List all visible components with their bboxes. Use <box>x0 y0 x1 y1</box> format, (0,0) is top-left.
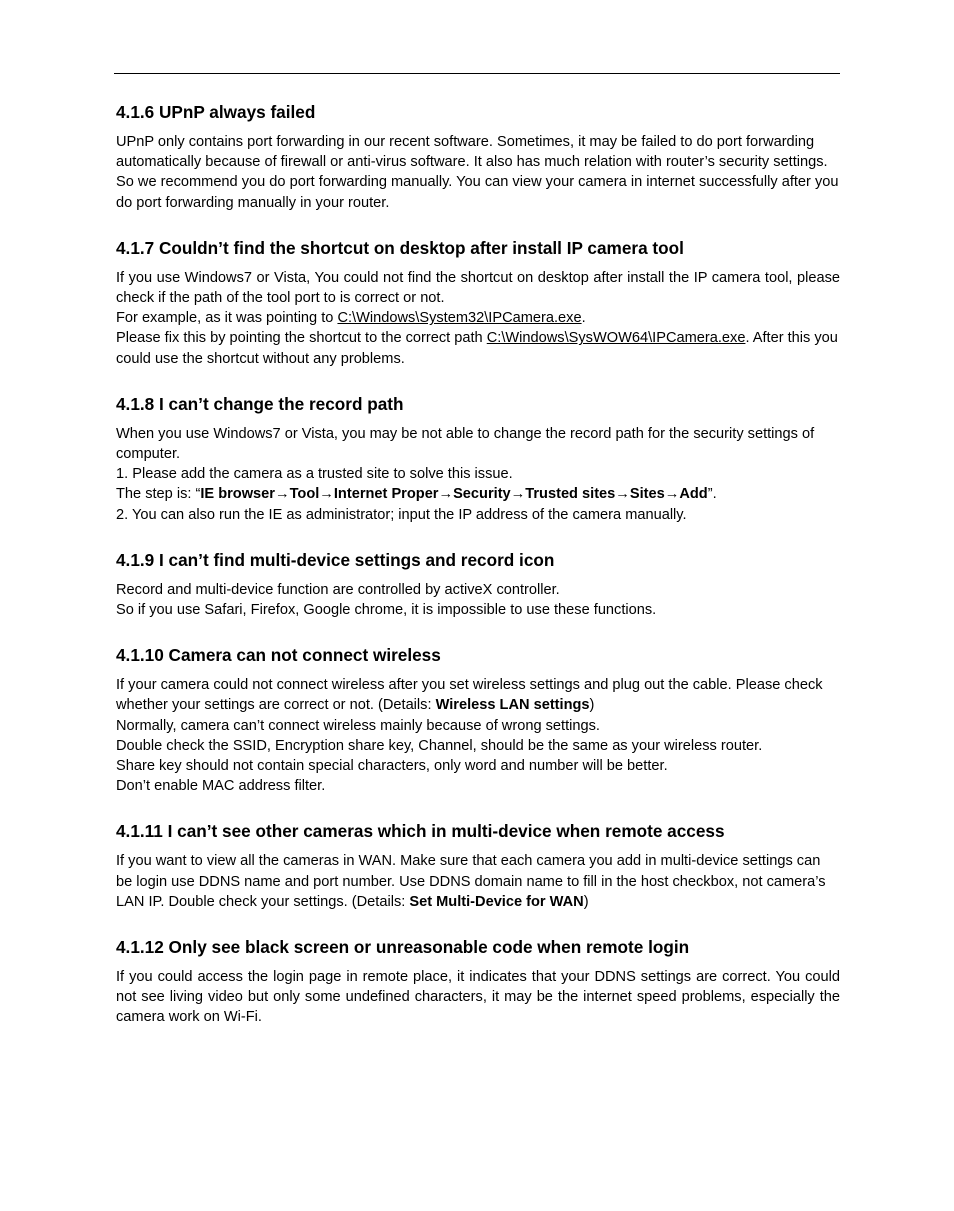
paragraph: UPnP only contains port forwarding in our recent software. Sometimes, it may be failed to do port forwarding automatically because of firewall or anti-virus software. It also has much relation with router’s security settings. So we recommend you do port forwarding manually. You can view your camera in internet successfully after you do port forwarding manually in your router. <box>116 134 839 211</box>
paragraph <box>116 308 840 328</box>
paragraph: Double check the SSID, Encryption share key, Channel, should be the same as your wireless router. <box>116 737 763 754</box>
paragraph <box>116 328 840 368</box>
paragraph <box>116 675 840 715</box>
text: Please fix this by pointing the shortcut to the correct path <box>116 330 487 347</box>
paragraph: If you could access the login page in remote place, it indicates that your DDNS settings are correct. You could not see living video but only some undefined characters, it may be the internet speed problems, especially the camera work on Wi-Fi. <box>116 969 840 1026</box>
section-4-1-8 <box>116 393 840 525</box>
text: ) <box>589 697 595 714</box>
document-body <box>116 101 840 1052</box>
paragraph: 1. Please add the camera as a trusted site to solve this issue. <box>116 466 513 483</box>
section-4-1-10 <box>116 644 840 796</box>
section-4-1-6 <box>116 101 840 213</box>
section-title: 4.1.9 I can’t find multi-device settings and record icon <box>116 549 555 570</box>
section-4-1-11 <box>116 820 840 912</box>
paragraph <box>116 851 840 912</box>
text: ”. <box>707 486 717 503</box>
text: ) <box>583 893 589 910</box>
text: If your camera could not connect wireless after you set wireless settings and plug out the cable. Please check whether your settings are correct or not. (Details: <box>116 677 823 714</box>
section-title: 4.1.11 I can’t see other cameras which in multi-device when remote access <box>116 821 725 842</box>
path-link-syswow64[interactable]: C:\Windows\SysWOW64\IPCamera.exe <box>486 330 746 347</box>
text: . <box>581 310 586 327</box>
text: For example, as it was pointing to <box>116 310 338 327</box>
steps-bold: IE browser→Tool→Internet Proper→Security→Trusted sites→Sites→Add <box>200 486 708 503</box>
header-rule <box>114 73 840 74</box>
paragraph: When you use Windows7 or Vista, you may be not able to change the record path for the security settings of computer. <box>116 425 815 463</box>
text: The step is: “ <box>116 486 201 503</box>
section-4-1-12 <box>116 936 840 1028</box>
details-bold: Set Multi-Device for WAN <box>409 893 584 910</box>
text: . After this you could use the shortcut without any problems. <box>116 330 838 367</box>
text: If you want to view all the cameras in WAN. Make sure that each camera you add in multi-device settings can be login use DDNS name and port number. Use DDNS domain name to fill in the host checkbox, not camera’s LAN IP. Double check your settings. (Details: <box>116 853 826 910</box>
section-title: 4.1.7 Couldn’t find the shortcut on desktop after install IP camera tool <box>116 237 684 258</box>
paragraph <box>116 484 840 504</box>
paragraph: Normally, camera can’t connect wireless mainly because of wrong settings. <box>116 717 600 734</box>
paragraph: 2. You can also run the IE as administrator; input the IP address of the camera manually. <box>116 506 687 523</box>
details-bold: Wireless LAN settings <box>435 697 590 714</box>
paragraph: If you use Windows7 or Vista, You could not find the shortcut on desktop after install the IP camera tool, please check if the path of the tool port to is correct or not. <box>116 269 840 307</box>
section-4-1-7 <box>116 237 840 369</box>
paragraph: Don’t enable MAC address filter. <box>116 778 326 795</box>
section-title: 4.1.10 Camera can not connect wireless <box>116 645 441 666</box>
paragraph: So if you use Safari, Firefox, Google chrome, it is impossible to use these functions. <box>116 602 657 619</box>
paragraph: Record and multi-device function are controlled by activeX controller. <box>116 581 560 598</box>
section-title: 4.1.12 Only see black screen or unreasonable code when remote login <box>116 937 690 958</box>
section-title: 4.1.6 UPnP always failed <box>116 102 316 122</box>
paragraph: Share key should not contain special characters, only word and number will be better. <box>116 758 668 775</box>
section-title: 4.1.8 I can’t change the record path <box>116 393 404 414</box>
path-link-system32[interactable]: C:\Windows\System32\IPCamera.exe <box>337 310 582 327</box>
section-4-1-9 <box>116 549 840 620</box>
